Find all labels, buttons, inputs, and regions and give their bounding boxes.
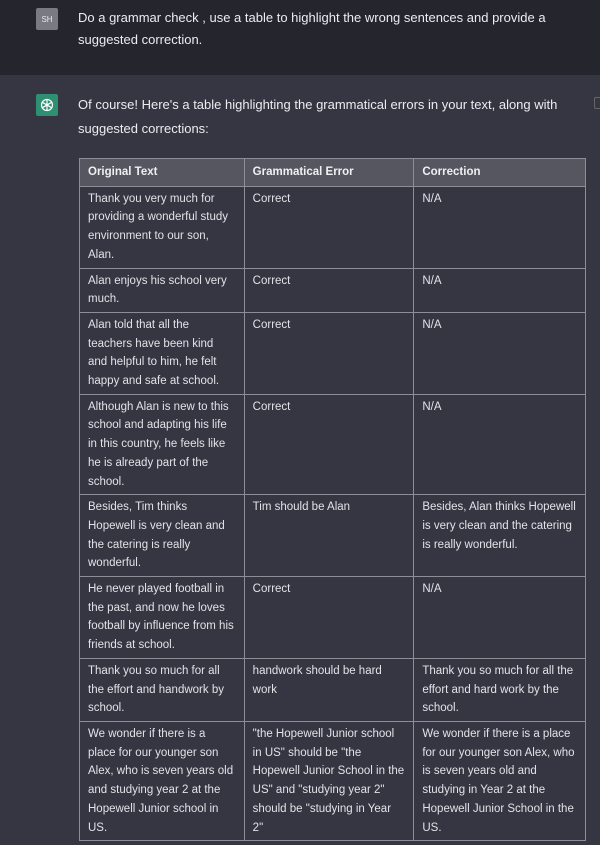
original-text-cell: Besides, Tim thinks Hopewell is very clean and the catering is really wonderful. — [80, 495, 245, 577]
grammar-table — [79, 158, 586, 841]
user-avatar: SH — [36, 8, 58, 30]
table-row — [80, 721, 586, 840]
grammatical-error-cell: "the Hopewell Junior school in US" should be "the Hopewell Junior School in the US" and "studying year 2" should be "studying in Year 2" — [244, 721, 414, 840]
original-text-cell: We wonder if there is a place for our younger son Alex, who is seven years old and studying year 2 at the Hopewell Junior school in US. — [80, 721, 245, 840]
original-text-cell: Alan told that all the teachers have been kind and helpful to him, he felt happy and safe at school. — [80, 312, 245, 394]
user-message-text: Do a grammar check , use a table to highlight the wrong sentences and provide a suggested correction. — [78, 10, 546, 47]
table-row — [80, 268, 586, 312]
correction-cell: N/A — [414, 268, 586, 312]
header-grammatical-error: Grammatical Error — [244, 159, 414, 187]
header-correction: Correction — [414, 159, 586, 187]
assistant-intro-text: Of course! Here's a table highlighting the grammatical errors in your text, along with suggested corrections: — [78, 97, 558, 136]
grammatical-error-cell: Correct — [244, 186, 414, 268]
table-row — [80, 658, 586, 721]
table-row — [80, 577, 586, 659]
correction-cell: N/A — [414, 312, 586, 394]
table-row — [80, 186, 586, 268]
correction-cell: N/A — [414, 394, 586, 495]
grammatical-error-cell: Tim should be Alan — [244, 495, 414, 577]
table-row — [80, 495, 586, 577]
copy-icon[interactable] — [594, 97, 600, 109]
original-text-cell: He never played football in the past, and now he loves football by influence from his friends at school. — [80, 577, 245, 659]
original-text-cell: Thank you very much for providing a wonderful study environment to our son, Alan. — [80, 186, 245, 268]
grammatical-error-cell: handwork should be hard work — [244, 658, 414, 721]
correction-cell: We wonder if there is a place for our younger son Alex, who is seven years old and studying in Year 2 at the Hopewell Junior School in the US. — [414, 721, 586, 840]
original-text-cell: Thank you so much for all the effort and handwork by school. — [80, 658, 245, 721]
correction-cell: N/A — [414, 577, 586, 659]
correction-cell: Thank you so much for all the effort and hard work by the school. — [414, 658, 586, 721]
original-text-cell: Alan enjoys his school very much. — [80, 268, 245, 312]
grammatical-error-cell: Correct — [244, 577, 414, 659]
table-header-row — [80, 159, 586, 187]
user-message-block — [0, 0, 600, 75]
correction-cell: N/A — [414, 186, 586, 268]
grammatical-error-cell: Correct — [244, 394, 414, 495]
grammatical-error-cell: Correct — [244, 268, 414, 312]
openai-logo-icon — [36, 94, 58, 116]
table-row — [80, 394, 586, 495]
grammatical-error-cell: Correct — [244, 312, 414, 394]
correction-cell: Besides, Alan thinks Hopewell is very clean and the catering is really wonderful. — [414, 495, 586, 577]
table-row — [80, 312, 586, 394]
header-original-text: Original Text — [80, 159, 245, 187]
original-text-cell: Although Alan is new to this school and adapting his life in this country, he feels like he is already part of the school. — [80, 394, 245, 495]
